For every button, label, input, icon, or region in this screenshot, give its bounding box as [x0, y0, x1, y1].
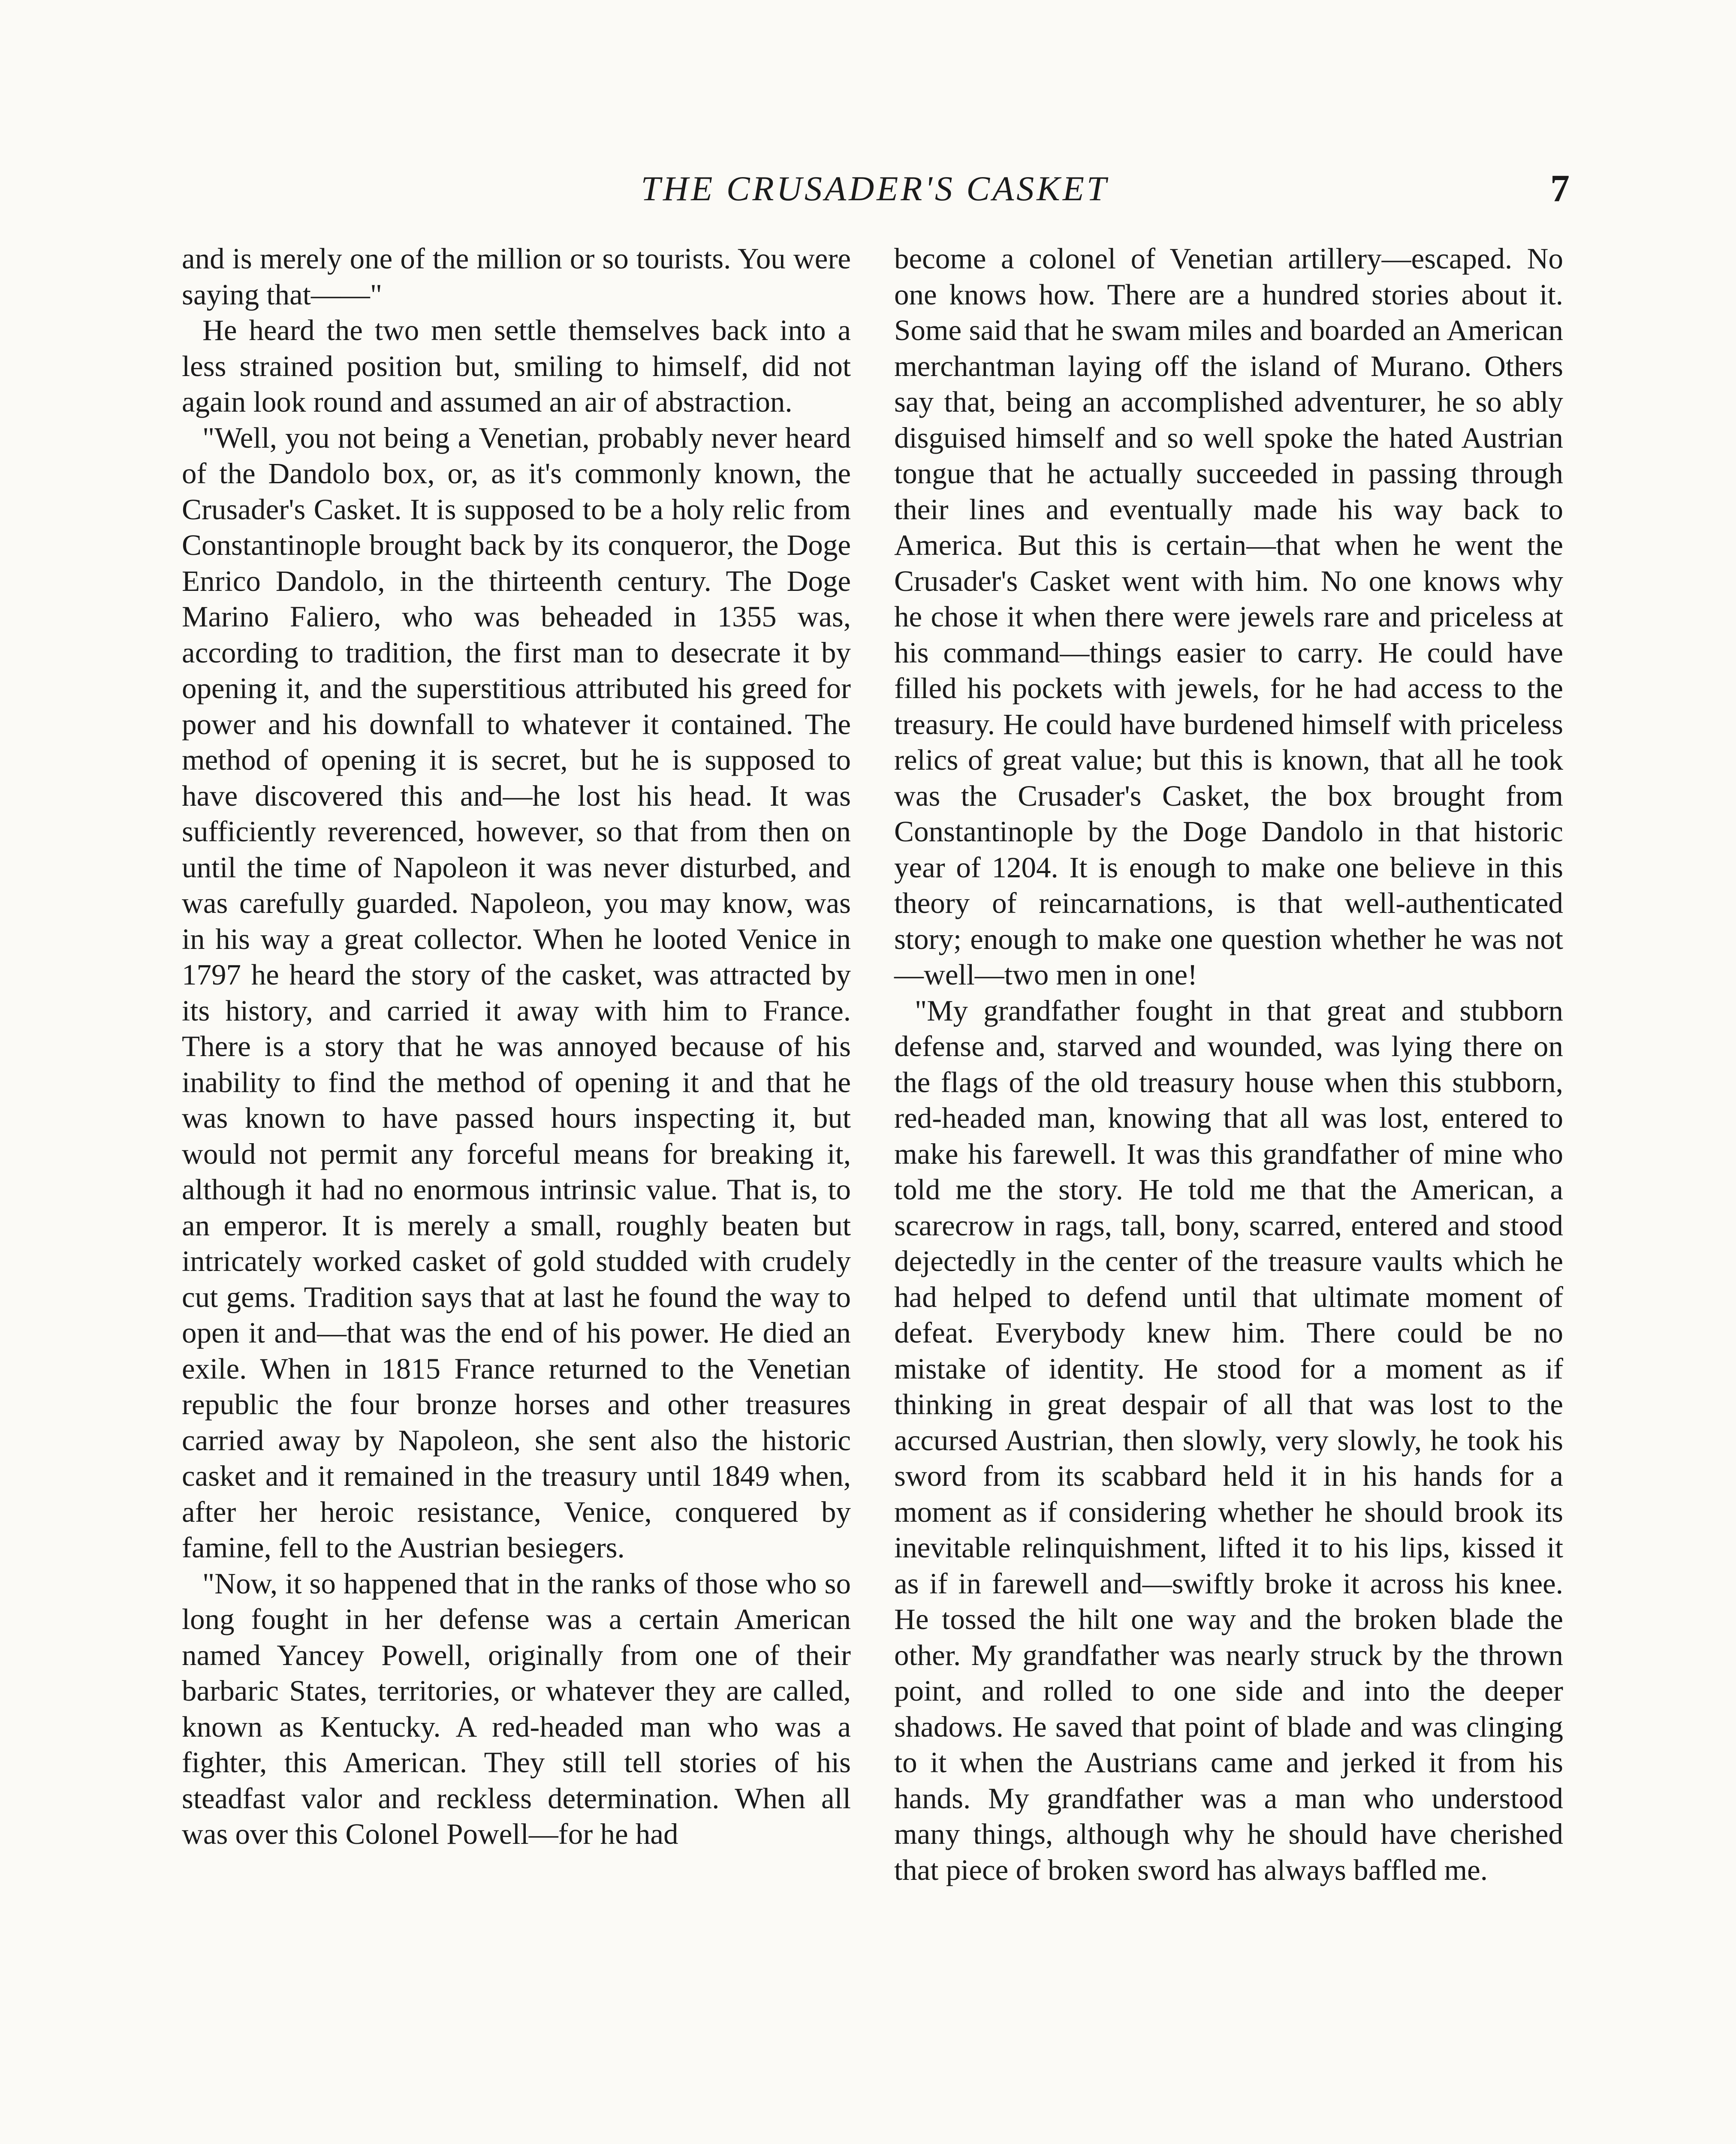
running-title: THE CRUSADER'S CASKET	[641, 169, 1109, 208]
text-column-right	[894, 241, 1563, 1888]
page-header	[180, 163, 1570, 214]
paragraph: become a colonel of Venetian artillery—escaped. No one knows how. There are a hundred stories about it. Some said that he swam miles and boarded an American merchantman laying off the island of Murano. Others say that, being an accomplished adventurer, he so ably disguised himself and so well spoke the hated Austrian tongue that he actually succeeded in passing through their lines and eventually made his way back to America. But this is certain—that when he went the Crusader's Casket went with him. No one knows why he chose it when there were jewels rare and priceless at his command—things easier to carry. He could have filled his pockets with jewels, for he had access to the treasury. He could have burdened himself with priceless relics of great value; but this is known, that all he took was the Crusader's Casket, the box brought from Constantinople by the Doge Dandolo in that historic year of 1204. It is enough to make one believe in this theory of reincarnations, is that well-authenticated story; enough to make one question whether he was not—well—two men in one!	[894, 242, 1563, 991]
paragraph: He heard the two men settle themselves back into a less strained position but, smiling to himself, did not again look round and assumed an air of abstraction.	[182, 314, 851, 418]
paragraph: and is merely one of the million or so tourists. You were saying that——"	[182, 242, 851, 311]
paragraph: "Well, you not being a Venetian, probably never heard of the Dandolo box, or, as it's commonly known, the Crusader's Casket. It is supposed to be a holy relic from Constantinople brought back by its conqueror, the Doge Enrico Dandolo, in the thirteenth century. The Doge Marino Faliero, who was beheaded in 1355 was, according to tradition, the first man to desecrate it by opening it, and the superstitious attributed his greed for power and his downfall to whatever it contained. The method of opening it is secret, but he is supposed to have discovered this and—he lost his head. It was sufficiently reverenced, however, so that from then on until the time of Napoleon it was never disturbed, and was carefully guarded. Napoleon, you may know, was in his way a great collector. When he looted Venice in 1797 he heard the story of the casket, was attracted by its history, and carried it away with him to France. There is a story that he was annoyed because of his inability to find the method of opening it and that he was known to have passed hours inspecting it, but would not permit any forceful means for breaking it, although it had no enormous intrinsic value. That is, to an emperor. It is merely a small, roughly beaten but intricately worked casket of gold studded with crudely cut gems. Tradition says that at last he found the way to open it and—that was the end of his power. He died an exile. When in 1815 France returned to the Venetian republic the four bronze horses and other treasures carried away by Napoleon, she sent also the historic casket and it remained in the treasury until 1849 when, after her heroic resistance, Venice, conquered by famine, fell to the Austrian besiegers.	[182, 421, 851, 1564]
paragraph: "My grandfather fought in that great and stubborn defense and, starved and wounded, was lying there on the flags of the old treasury house when this stubborn, red-headed man, knowing that all was lost, entered to make his farewell. It was this grandfather of mine who told me the story. He told me that the American, a scarecrow in rags, tall, bony, scarred, entered and stood dejectedly in the center of the treasure vaults which he had helped to defend until that ultimate moment of defeat. Everybody knew him. There could be no mistake of identity. He stood for a moment as if thinking in great despair of all that was lost to the accursed Austrian, then slowly, very slowly, he took his sword from its scabbard held it in his hands for a moment as if considering whether he should brook its inevitable relinquishment, lifted it to his lips, kissed it as if in farewell and—swiftly broke it across his knee. He tossed the hilt one way and the broken blade the other. My grandfather was nearly struck by the thrown point, and rolled to one side and into the deeper shadows. He saved that point of blade and was clinging to it when the Austrians came and jerked it from his hands. My grandfather was a man who understood many things, although why he should have cherished that piece of broken sword has always baffled me.	[894, 994, 1563, 1886]
paragraph: "Now, it so happened that in the ranks of those who so long fought in her defense was a certain American named Yancey Powell, originally from one of their barbaric States, territories, or whatever they are called, known as Kentucky. A red-headed man who was a fighter, this American. They still tell stories of his steadfast valor and reckless determination. When all was over this Colonel Powell—for he had	[182, 1567, 851, 1850]
page-number: 7	[1550, 167, 1570, 210]
text-column-left	[182, 241, 851, 1852]
